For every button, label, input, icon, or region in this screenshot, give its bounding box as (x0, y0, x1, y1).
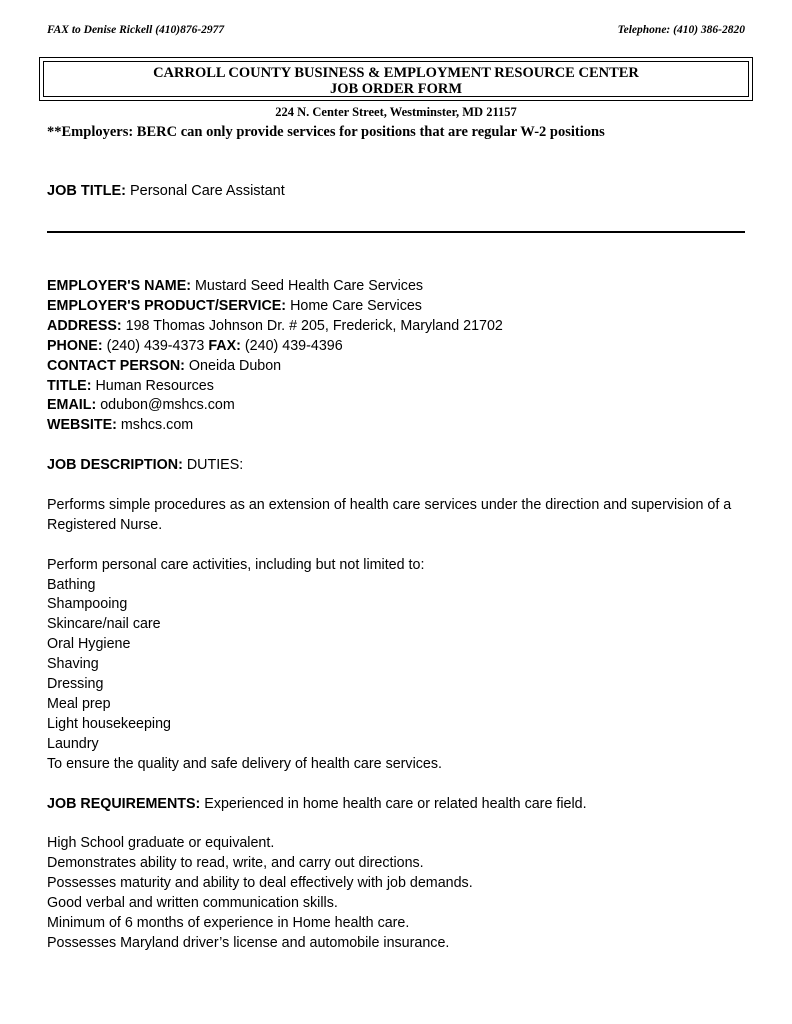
job-order-body (47, 277, 745, 954)
divider-rule (47, 231, 745, 233)
job-requirements-label: JOB REQUIREMENTS: (47, 795, 201, 812)
activity-item: Oral Hygiene (47, 636, 131, 653)
requirement-item: Demonstrates ability to read, write, and carry out directions. (47, 855, 424, 872)
website-line (47, 416, 745, 436)
contact-header (47, 24, 745, 36)
title-box-inner (43, 61, 749, 97)
requirement-item: Possesses maturity and ability to deal effectively with job demands. (47, 875, 473, 892)
employer-phone-line (47, 337, 745, 357)
employer-notice: **Employers: BERC can only provide services for positions that are regular W-2 positions (47, 124, 605, 140)
activity-item: Shaving (47, 656, 99, 673)
description-closing: To ensure the quality and safe delivery of health care services. (47, 755, 442, 772)
description-paragraph: Performs simple procedures as an extension of health care services under the direction and supervision of a Registered Nurse. (47, 496, 732, 533)
job-description-value: DUTIES: (186, 457, 244, 474)
telephone-info: Telephone: (410) 386-2820 (617, 24, 745, 36)
employer-address: 198 Thomas Johnson Dr. # 205, Frederick, Maryland 21702 (125, 317, 503, 334)
employer-address-line (47, 317, 745, 337)
employer-fax: (240) 439-4396 (244, 337, 343, 354)
requirement-item: Good verbal and written communication skills. (47, 895, 338, 912)
job-requirements-value: Experienced in home health care or related health care field. (204, 795, 587, 812)
spacer (47, 536, 745, 556)
spacer (47, 436, 745, 456)
contact-title-line (47, 377, 745, 397)
job-title-value: Personal Care Assistant (129, 183, 285, 199)
spacer (47, 476, 745, 496)
spacer (47, 775, 745, 795)
contact-person-label: CONTACT PERSON: (47, 357, 185, 374)
activity-item: Light housekeeping (47, 715, 172, 732)
website-label: WEBSITE: (47, 417, 117, 434)
form-name: JOB ORDER FORM (329, 81, 463, 97)
job-title-line (47, 183, 285, 199)
requirement-item: Minimum of 6 months of experience in Home health care. (47, 914, 410, 931)
contact-title-label: TITLE: (47, 377, 92, 394)
title-box (39, 57, 753, 101)
job-description-label: JOB DESCRIPTION: (47, 457, 183, 474)
employer-name-label: EMPLOYER'S NAME: (47, 278, 191, 294)
activity-item: Meal prep (47, 695, 111, 712)
org-address: 224 N. Center Street, Westminster, MD 21157 (275, 105, 517, 119)
job-description-line (47, 456, 745, 476)
contact-person: Oneida Dubon (188, 357, 282, 374)
requirement-item: Possesses Maryland driver’s license and automobile insurance. (47, 934, 450, 951)
employer-name-line (47, 277, 745, 297)
contact-person-line (47, 357, 745, 377)
employer-address-label: ADDRESS: (47, 317, 122, 334)
employer-product-label: EMPLOYER'S PRODUCT/SERVICE: (47, 297, 287, 314)
activity-item: Laundry (47, 735, 99, 752)
job-requirements-line (47, 795, 745, 815)
email-value: odubon@mshcs.com (100, 397, 235, 414)
spacer (47, 814, 745, 834)
employer-name: Mustard Seed Health Care Services (194, 278, 424, 294)
employer-phone: (240) 439-4373 (106, 337, 205, 354)
org-name: CARROLL COUNTY BUSINESS & EMPLOYMENT RESOURCE CENTER (153, 65, 639, 81)
contact-title: Human Resources (95, 377, 214, 394)
employer-product: Home Care Services (290, 297, 422, 314)
fax-info: FAX to Denise Rickell (410)876-2977 (47, 24, 225, 36)
website-value: mshcs.com (120, 417, 194, 434)
email-line (47, 396, 745, 416)
job-title-label: JOB TITLE: (47, 183, 126, 199)
requirement-item: High School graduate or equivalent. (47, 835, 275, 852)
employer-fax-label: FAX: (208, 337, 241, 354)
activity-item: Dressing (47, 676, 104, 693)
email-label: EMAIL: (47, 397, 97, 414)
employer-product-line (47, 297, 745, 317)
activity-item: Skincare/nail care (47, 616, 161, 633)
activity-item: Bathing (47, 576, 96, 593)
activities-intro: Perform personal care activities, including but not limited to: (47, 556, 425, 573)
employer-phone-label: PHONE: (47, 337, 103, 354)
activity-item: Shampooing (47, 596, 128, 613)
